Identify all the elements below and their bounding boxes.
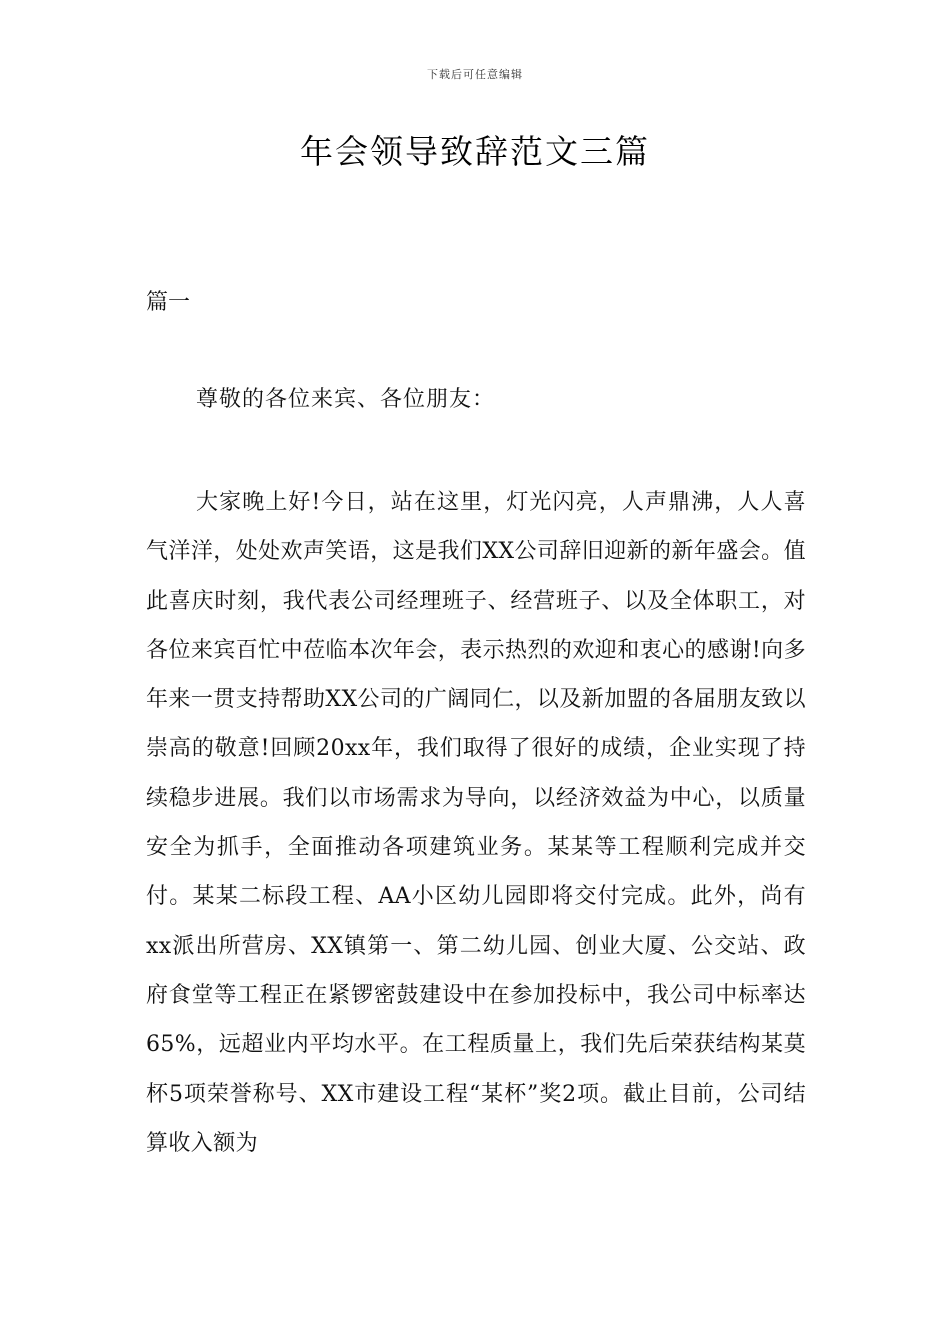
salutation: 尊敬的各位来宾、各位朋友： <box>196 387 496 412</box>
section-label: 篇一 <box>146 290 191 315</box>
body-paragraph: 大家晚上好!今日，站在这里，灯光闪亮，人声鼎沸，人人喜气洋洋，处处欢声笑语，这是我们XX公司辞旧迎新的新年盛会。值此喜庆时刻，我代表公司经理班子、经营班子、以及全体职工，对各位来宾百忙中莅临本次年会，表示热烈的欢迎和衷心的感谢!向多年来一贯支持帮助XX公司的广阔同仁，以及新加盟的各届朋友致以崇高的敬意!回顾20xx年，我们取得了很好的成绩，企业实现了持续稳步进展。我们以市场需求为导向，以经济效益为中心，以质量安全为抓手，全面推动各项建筑业务。某某等工程顺利完成并交付。某某二标段工程、AA小区幼儿园即将交付完成。此外，尚有xx派出所营房、XX镇第一、第二幼儿园、创业大厦、公交站、政府食堂等工程正在紧锣密鼓建设中在参加投标中，我公司中标率达65%，远超业内平均水平。在工程质量上，我们先后荣获结构某莫杯5项荣誉称号、XX市建设工程“某杯”奖2项。截止目前，公司结算收入额为 <box>146 490 806 1156</box>
header-note: 下载后可任意编辑 <box>427 68 523 81</box>
document-title: 年会领导致辞范文三篇 <box>300 132 650 171</box>
